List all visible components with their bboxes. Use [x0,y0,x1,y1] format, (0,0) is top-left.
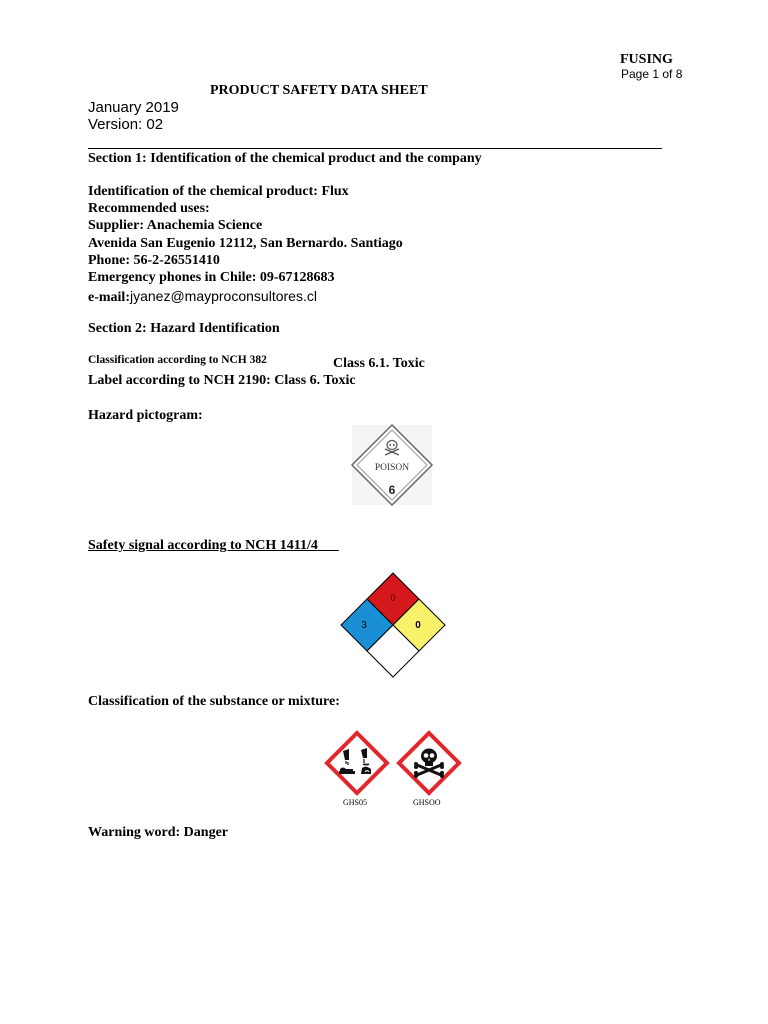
classification-label: Classification according to NCH 382 [88,354,267,366]
ghs05-pictogram [325,731,389,795]
recommended-uses: Recommended uses: [88,201,210,216]
nfpa-health-value: 3 [361,620,367,631]
warning-word: Warning word: Danger [88,825,228,840]
supplier-address: Avenida San Eugenio 12112, San Bernardo. Santiago [88,236,403,251]
header-divider [88,148,662,149]
document-version: Version: 02 [88,116,164,133]
safety-signal-text: Safety signal according to NCH 1411/4 [88,538,318,553]
product-identification: Identification of the chemical product: Flux [88,184,349,199]
nfpa-704-diamond [340,572,446,678]
section2-heading: Section 2: Hazard Identification [88,321,280,336]
classification-value: Class 6.1. Toxic [333,356,425,371]
ghs06-caption: GHSOO [413,798,441,807]
ghs06-pictogram [397,731,461,795]
product-name: FUSING [620,52,673,67]
label-nch-2190: Label according to NCH 2190: Class 6. Toxic [88,373,356,388]
document-date: January 2019 [88,99,179,116]
poison-text: POISON [374,463,410,473]
email-address[interactable]: jyanez@mayproconsultores.cl [129,288,317,304]
poison-class-number: 6 [388,483,396,497]
nfpa-flammability-value: 0 [390,593,396,603]
ghs05-diamond [327,733,387,793]
safety-signal-label [88,538,339,554]
ghs05-caption: GHS05 [343,798,368,807]
email-line [88,288,317,306]
emergency-phone: Emergency phones in Chile: 09-67128683 [88,270,335,285]
document-title: PRODUCT SAFETY DATA SHEET [210,83,428,98]
poison-class-6-pictogram [348,421,436,509]
page-number: Page 1 of 8 [621,67,683,81]
section1-heading: Section 1: Identification of the chemical product and the company [88,151,482,166]
nfpa-reactivity-value: 0 [415,620,421,631]
supplier: Supplier: Anachemia Science [88,218,263,233]
supplier-phone: Phone: 56-2-26551410 [88,253,220,268]
email-label: e-mail: [88,290,130,305]
substance-classification-label: Classification of the substance or mixture: [88,694,340,709]
hazard-pictogram-label: Hazard pictogram: [88,408,203,423]
